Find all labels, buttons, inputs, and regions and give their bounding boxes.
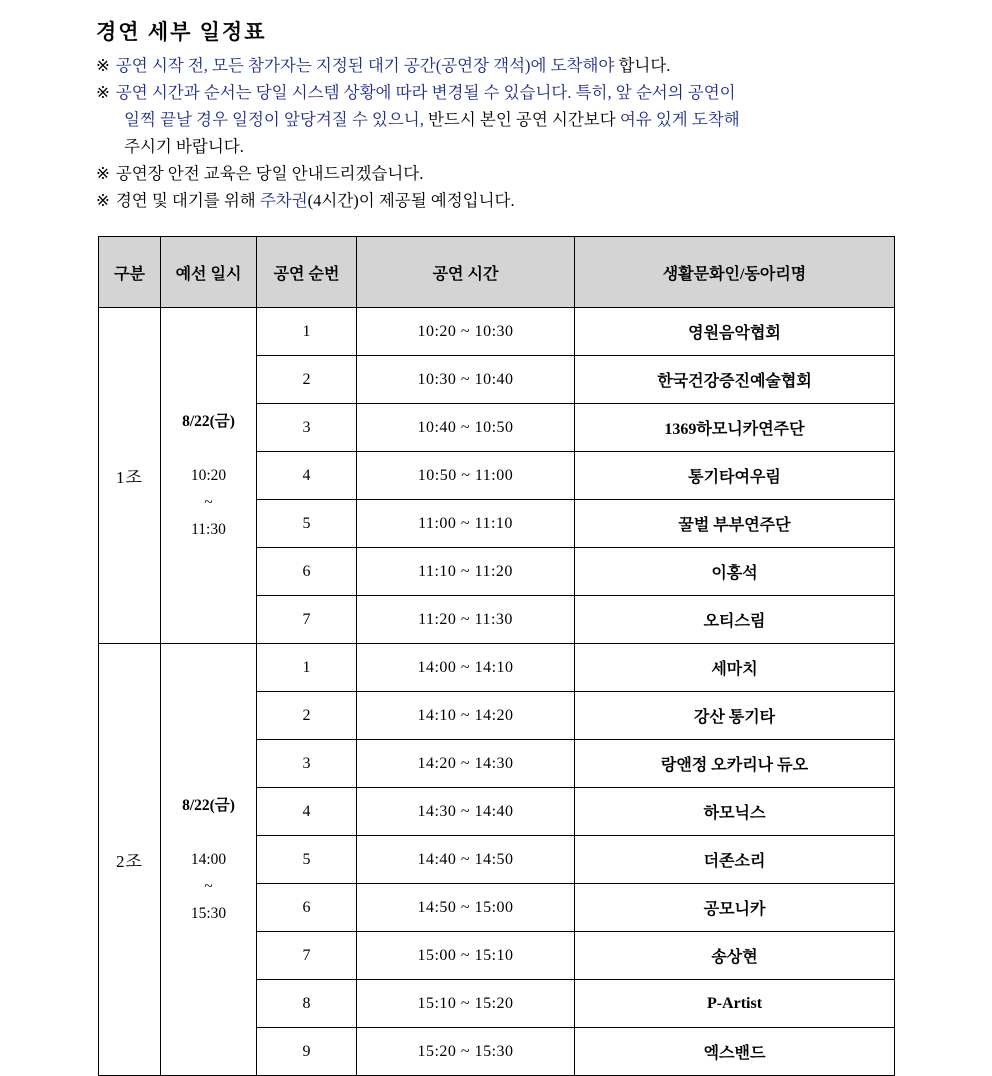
cell-time: 14:50 ~ 15:00 (357, 884, 575, 932)
note-line (96, 79, 916, 106)
cell-order: 4 (257, 452, 357, 500)
note-text: 공연 시간과 순서는 당일 시스템 상황에 따라 변경될 수 있습니다. 특히, (115, 83, 616, 102)
cell-team: 1369하모니카연주단 (575, 404, 895, 452)
cell-time: 10:40 ~ 10:50 (357, 404, 575, 452)
cell-team: 랑앤정 오카리나 듀오 (575, 740, 895, 788)
group-date-cell (161, 308, 257, 644)
cell-order: 7 (257, 596, 357, 644)
cell-team: 더존소리 (575, 836, 895, 884)
cell-time: 10:20 ~ 10:30 (357, 308, 575, 356)
cell-order: 9 (257, 1028, 357, 1076)
cell-team: 하모닉스 (575, 788, 895, 836)
cell-team: 공모니카 (575, 884, 895, 932)
cell-team: P-Artist (575, 980, 895, 1028)
cell-team: 꿀벌 부부연주단 (575, 500, 895, 548)
cell-team: 영원음악협회 (575, 308, 895, 356)
note-text: 경연 및 대기를 위해 (115, 191, 260, 210)
cell-order: 8 (257, 980, 357, 1028)
cell-order: 2 (257, 356, 357, 404)
cell-order: 2 (257, 692, 357, 740)
cell-team: 한국건강증진예술협회 (575, 356, 895, 404)
cell-order: 1 (257, 644, 357, 692)
cell-time: 10:50 ~ 11:00 (357, 452, 575, 500)
note-text: 주차권 (259, 191, 308, 210)
note-bullet-icon: ※ (96, 83, 110, 102)
note-text: 주시기 바랍니다. (124, 137, 244, 156)
cell-team: 엑스밴드 (575, 1028, 895, 1076)
note-text: 공연 시작 전, 모든 참가자는 지정된 대기 공간(공연장 객석)에 도착해야 (115, 56, 619, 75)
note-text: 일찍 끝날 경우 일정이 앞당겨질 수 있으니, (124, 110, 428, 129)
cell-team: 오티스림 (575, 596, 895, 644)
cell-order: 1 (257, 308, 357, 356)
note-text: 공연장 안전 교육은 당일 안내드리겠습니다. (115, 164, 424, 183)
note-text: (4시간)이 제공될 예정입니다. (307, 191, 515, 210)
cell-time: 15:20 ~ 15:30 (357, 1028, 575, 1076)
note-line (96, 133, 916, 160)
cell-order: 6 (257, 548, 357, 596)
group-date-tilde: ~ (204, 494, 213, 511)
note-text: 여유 있게 도착해 (619, 110, 740, 129)
group-date-start: 14:00 (190, 851, 227, 868)
cell-order: 3 (257, 404, 357, 452)
page-title: 경연 세부 일정표 (96, 20, 267, 44)
note-text: 합니다. (618, 56, 671, 75)
group-date-main: 8/22(금) (182, 797, 235, 814)
note-bullet-icon: ※ (96, 164, 110, 183)
cell-time: 14:40 ~ 14:50 (357, 836, 575, 884)
cell-team: 이홍석 (575, 548, 895, 596)
cell-team: 세마치 (575, 644, 895, 692)
group-date-cell (161, 644, 257, 1076)
group-date-main: 8/22(금) (182, 413, 235, 430)
note-line (96, 106, 916, 133)
cell-time: 11:10 ~ 11:20 (357, 548, 575, 596)
group-division-cell: 1조 (99, 308, 161, 644)
cell-time: 15:00 ~ 15:10 (357, 932, 575, 980)
table-header (99, 237, 895, 308)
note-line (96, 160, 916, 187)
note-text: 앞 순서의 공연이 (615, 83, 736, 102)
cell-time: 11:00 ~ 11:10 (357, 500, 575, 548)
cell-time: 14:10 ~ 14:20 (357, 692, 575, 740)
cell-time: 15:10 ~ 15:20 (357, 980, 575, 1028)
column-header-order: 공연 순번 (257, 237, 357, 308)
table-body (99, 308, 895, 1076)
cell-team: 통기타여우림 (575, 452, 895, 500)
cell-order: 4 (257, 788, 357, 836)
group-date-end: 15:30 (190, 905, 227, 922)
cell-time: 14:30 ~ 14:40 (357, 788, 575, 836)
group-date-spacer (162, 819, 255, 846)
column-header-team: 생활문화인/동아리명 (575, 237, 895, 308)
cell-order: 5 (257, 500, 357, 548)
cell-team: 송상현 (575, 932, 895, 980)
cell-order: 6 (257, 884, 357, 932)
notes-section (96, 52, 916, 214)
column-header-time: 공연 시간 (357, 237, 575, 308)
cell-order: 5 (257, 836, 357, 884)
column-header-division: 구분 (99, 237, 161, 308)
cell-order: 7 (257, 932, 357, 980)
table-header-row (99, 237, 895, 308)
note-bullet-icon: ※ (96, 56, 110, 75)
column-header-date: 예선 일시 (161, 237, 257, 308)
group-date-tilde: ~ (204, 878, 213, 895)
group-date-end: 11:30 (191, 521, 226, 538)
cell-time: 11:20 ~ 11:30 (357, 596, 575, 644)
group-division-cell: 2조 (99, 644, 161, 1076)
note-line (96, 187, 916, 214)
table-row (99, 644, 895, 692)
note-bullet-icon: ※ (96, 191, 110, 210)
note-text: 반드시 본인 공연 시간보다 (427, 110, 620, 129)
table-row (99, 308, 895, 356)
note-line (96, 52, 916, 79)
cell-order: 3 (257, 740, 357, 788)
schedule-table (98, 236, 895, 1076)
cell-time: 14:20 ~ 14:30 (357, 740, 575, 788)
cell-time: 10:30 ~ 10:40 (357, 356, 575, 404)
group-date-spacer (162, 435, 255, 462)
group-date-start: 10:20 (190, 467, 227, 484)
cell-team: 강산 통기타 (575, 692, 895, 740)
cell-time: 14:00 ~ 14:10 (357, 644, 575, 692)
